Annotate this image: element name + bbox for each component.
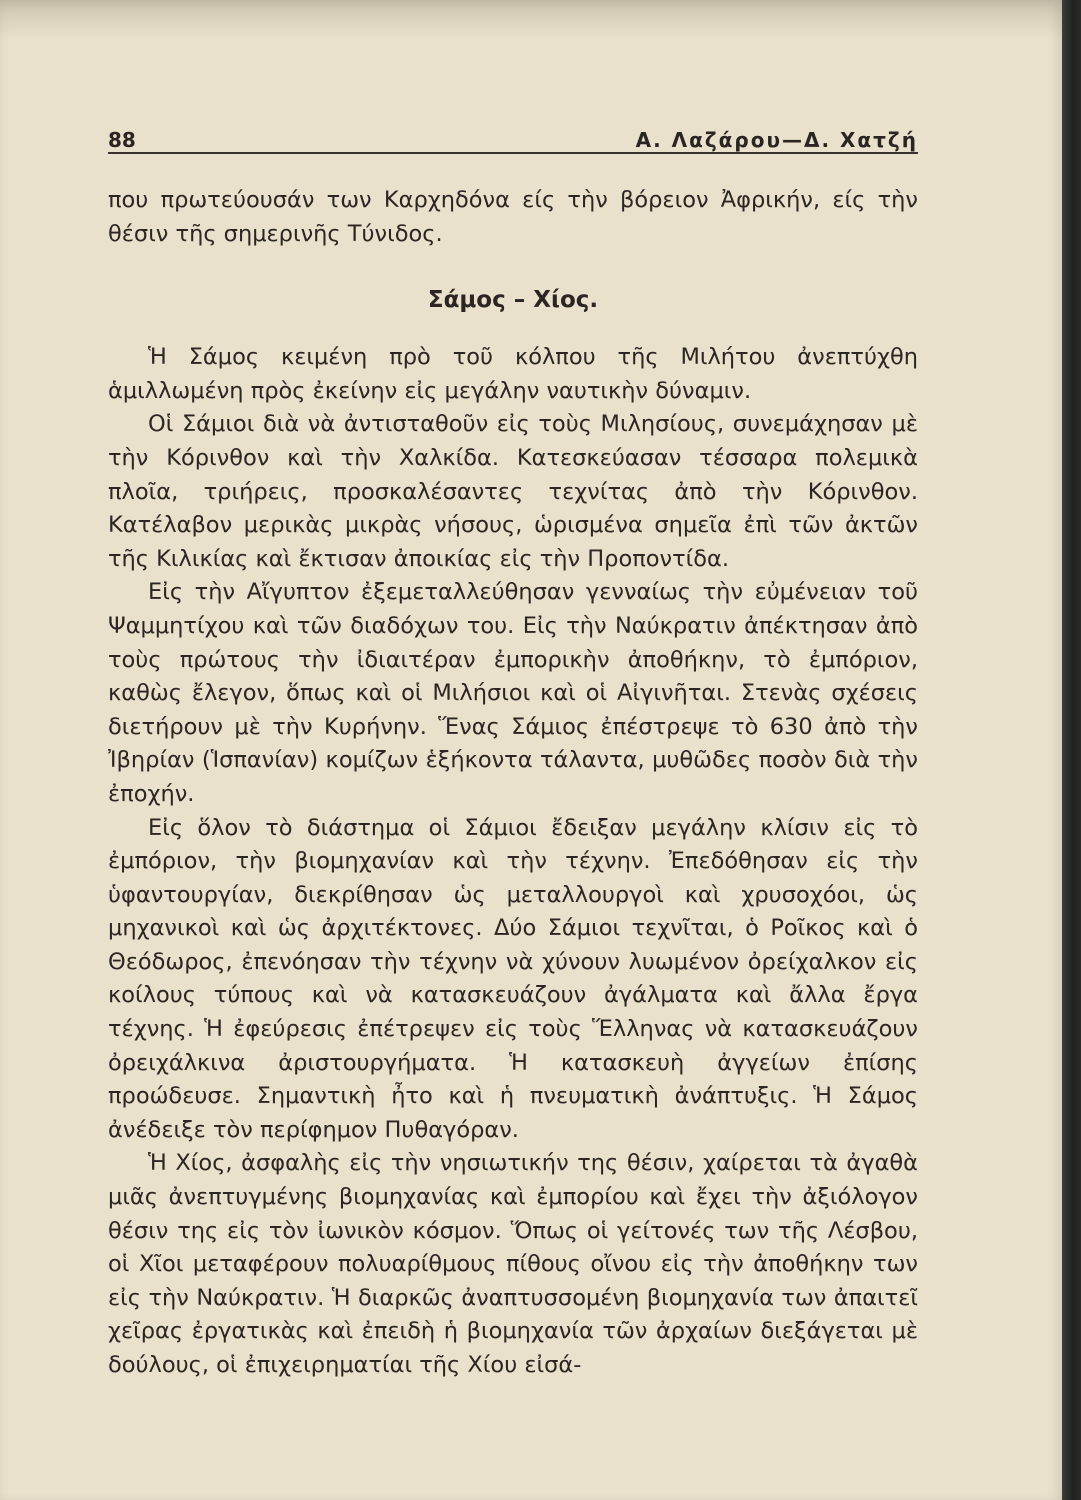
page-shadow [0,0,1062,40]
paragraph-samos-arts: Εἰς ὅλον τὸ διάστημα οἱ Σάμιοι ἔδειξαν μεγάλην κλίσιν εἰς τὸ ἐμπόριον, τὴν βιομηχανίαν καὶ τὴν τέχνην. Ἐπεδόθησαν εἰς τὴν ὑφαντουργίαν, διεκρίθησαν ὡς μεταλλουργοὶ καὶ χρυσοχόοι, ὡς μηχανικοὶ καὶ ὡς ἀρχιτέκτονες. Δύο Σάμιοι τεχνῖται, ὁ Ροῖκος καὶ ὁ Θεόδωρος, ἐπενόησαν τὴν τέχνην νὰ χύνουν λυωμένον ὀρείχαλκον εἰς κοίλους τύπους καὶ νὰ κατασκευάζουν ἀγάλματα καὶ ἄλλα ἔργα τέχνης. Ἡ ἐφεύρεσις ἐπέτρεψεν εἰς τοὺς Ἕλληνας νὰ κατασκευάζουν ὀρειχάλκινα ἀριστουργήματα. Ἡ κατασκευὴ ἀγγείων ἐπίσης προώδευσε. Σημαντικὴ ἦτο καὶ ἡ πνευματικὴ ἀνάπτυξις. Ἡ Σάμος ἀνέδειξε τὸν περίφημον Πυθαγόραν. [108,814,918,1143]
paragraph-samos-alliances: Οἱ Σάμιοι διὰ νὰ ἀντισταθοῦν εἰς τοὺς Μιλησίους, συνεμάχησαν μὲ τὴν Κόρινθον καὶ τὴν Χαλκίδα. Κατεσκεύασαν τέσσαρα πολεμικὰ πλοῖα, τριήρεις, προσκαλέσαντες τεχνίτας ἀπὸ τὴν Κόρινθον. Κατέλαβον μερικὰς μικρὰς νήσους, ὡρισμένα σημεῖα ἐπὶ τῶν ἀκτῶν τῆς Κιλικίας καὶ ἔκτισαν ἀποικίας εἰς τὴν Προποντίδα. [108,411,918,572]
section-title: Σάμος – Χίος. [427,287,599,314]
running-title: Α. Λαζάρου—Δ. Χατζή [635,128,918,152]
paragraph-samos-intro: Ἡ Σάμος κειμένη πρὸ τοῦ κόλπου τῆς Μιλήτου ἀνεπτύχθη ἁμιλλωμένη πρὸς ἐκείνην εἰς μεγάλην ναυτικὴν δύναμιν. [108,344,918,404]
header-rule [108,152,918,154]
page-number: 88 [108,128,136,152]
page-header [108,124,918,154]
paragraph-samos-egypt: Εἰς τὴν Αἴγυπτον ἐξεμεταλλεύθησαν γενναίως τὴν εὐμένειαν τοῦ Ψαμμητίχου καὶ τῶν διαδόχων του. Εἰς τὴν Ναύκρατιν ἀπέκτησαν ἀπὸ τοὺς πρώτους τὴν ἰδιαιτέραν ἐμπορικὴν ἀποθήκην, τὸ ἐμπόριον, καθὼς ἔλεγον, ὅπως καὶ οἱ Μιλήσιοι καὶ οἱ Αἰγινῆται. Στενὰς σχέσεις διετήρουν μὲ τὴν Κυρήνην. Ἕνας Σάμιος ἐπέστρεψε τὸ 630 ἀπὸ τὴν Ἰβηρίαν (Ἱσπανίαν) κομίζων ἑξήκοντα τάλαντα, μυθῶδες ποσὸν διὰ τὴν ἐποχήν. [108,579,918,807]
paragraph-chios: Ἡ Χίος, ἀσφαλὴς εἰς τὴν νησιωτικήν της θέσιν, χαίρεται τὰ ἀγαθὰ μιᾶς ἀνεπτυγμένης βιομηχανίας καὶ ἐμπορίου καὶ ἔχει τὴν ἀξιόλογον θέσιν της εἰς τὸν ἰωνικὸν κόσμον. Ὅπως οἱ γείτονές των τῆς Λέσβου, οἱ Χῖοι μεταφέρουν πολυαρίθμους πίθους οἴνου εἰς τὴν ἀποθήκην των εἰς τὴν Ναύκρατιν. Ἡ διαρκῶς ἀναπτυσσομένη βιομηχανία των ἀπαιτεῖ χεῖρας ἐργατικὰς καὶ ἐπειδὴ ἡ βιομηχανία τῶν ἀρχαίων διεξάγεται μὲ δούλους, οἱ ἐπιχειρηματίαι τῆς Χίου εἰσά- [108,1150,918,1378]
page-binding-edge [1062,0,1081,1500]
paragraph-continuation: που πρωτεύουσάν των Καρχηδόνα είς τὴν βόρειον Ἀφρικήν, είς τὴν θέσιν τῆς σημερινῆς Τύνιδος. [108,187,918,247]
body-text [108,184,918,1383]
